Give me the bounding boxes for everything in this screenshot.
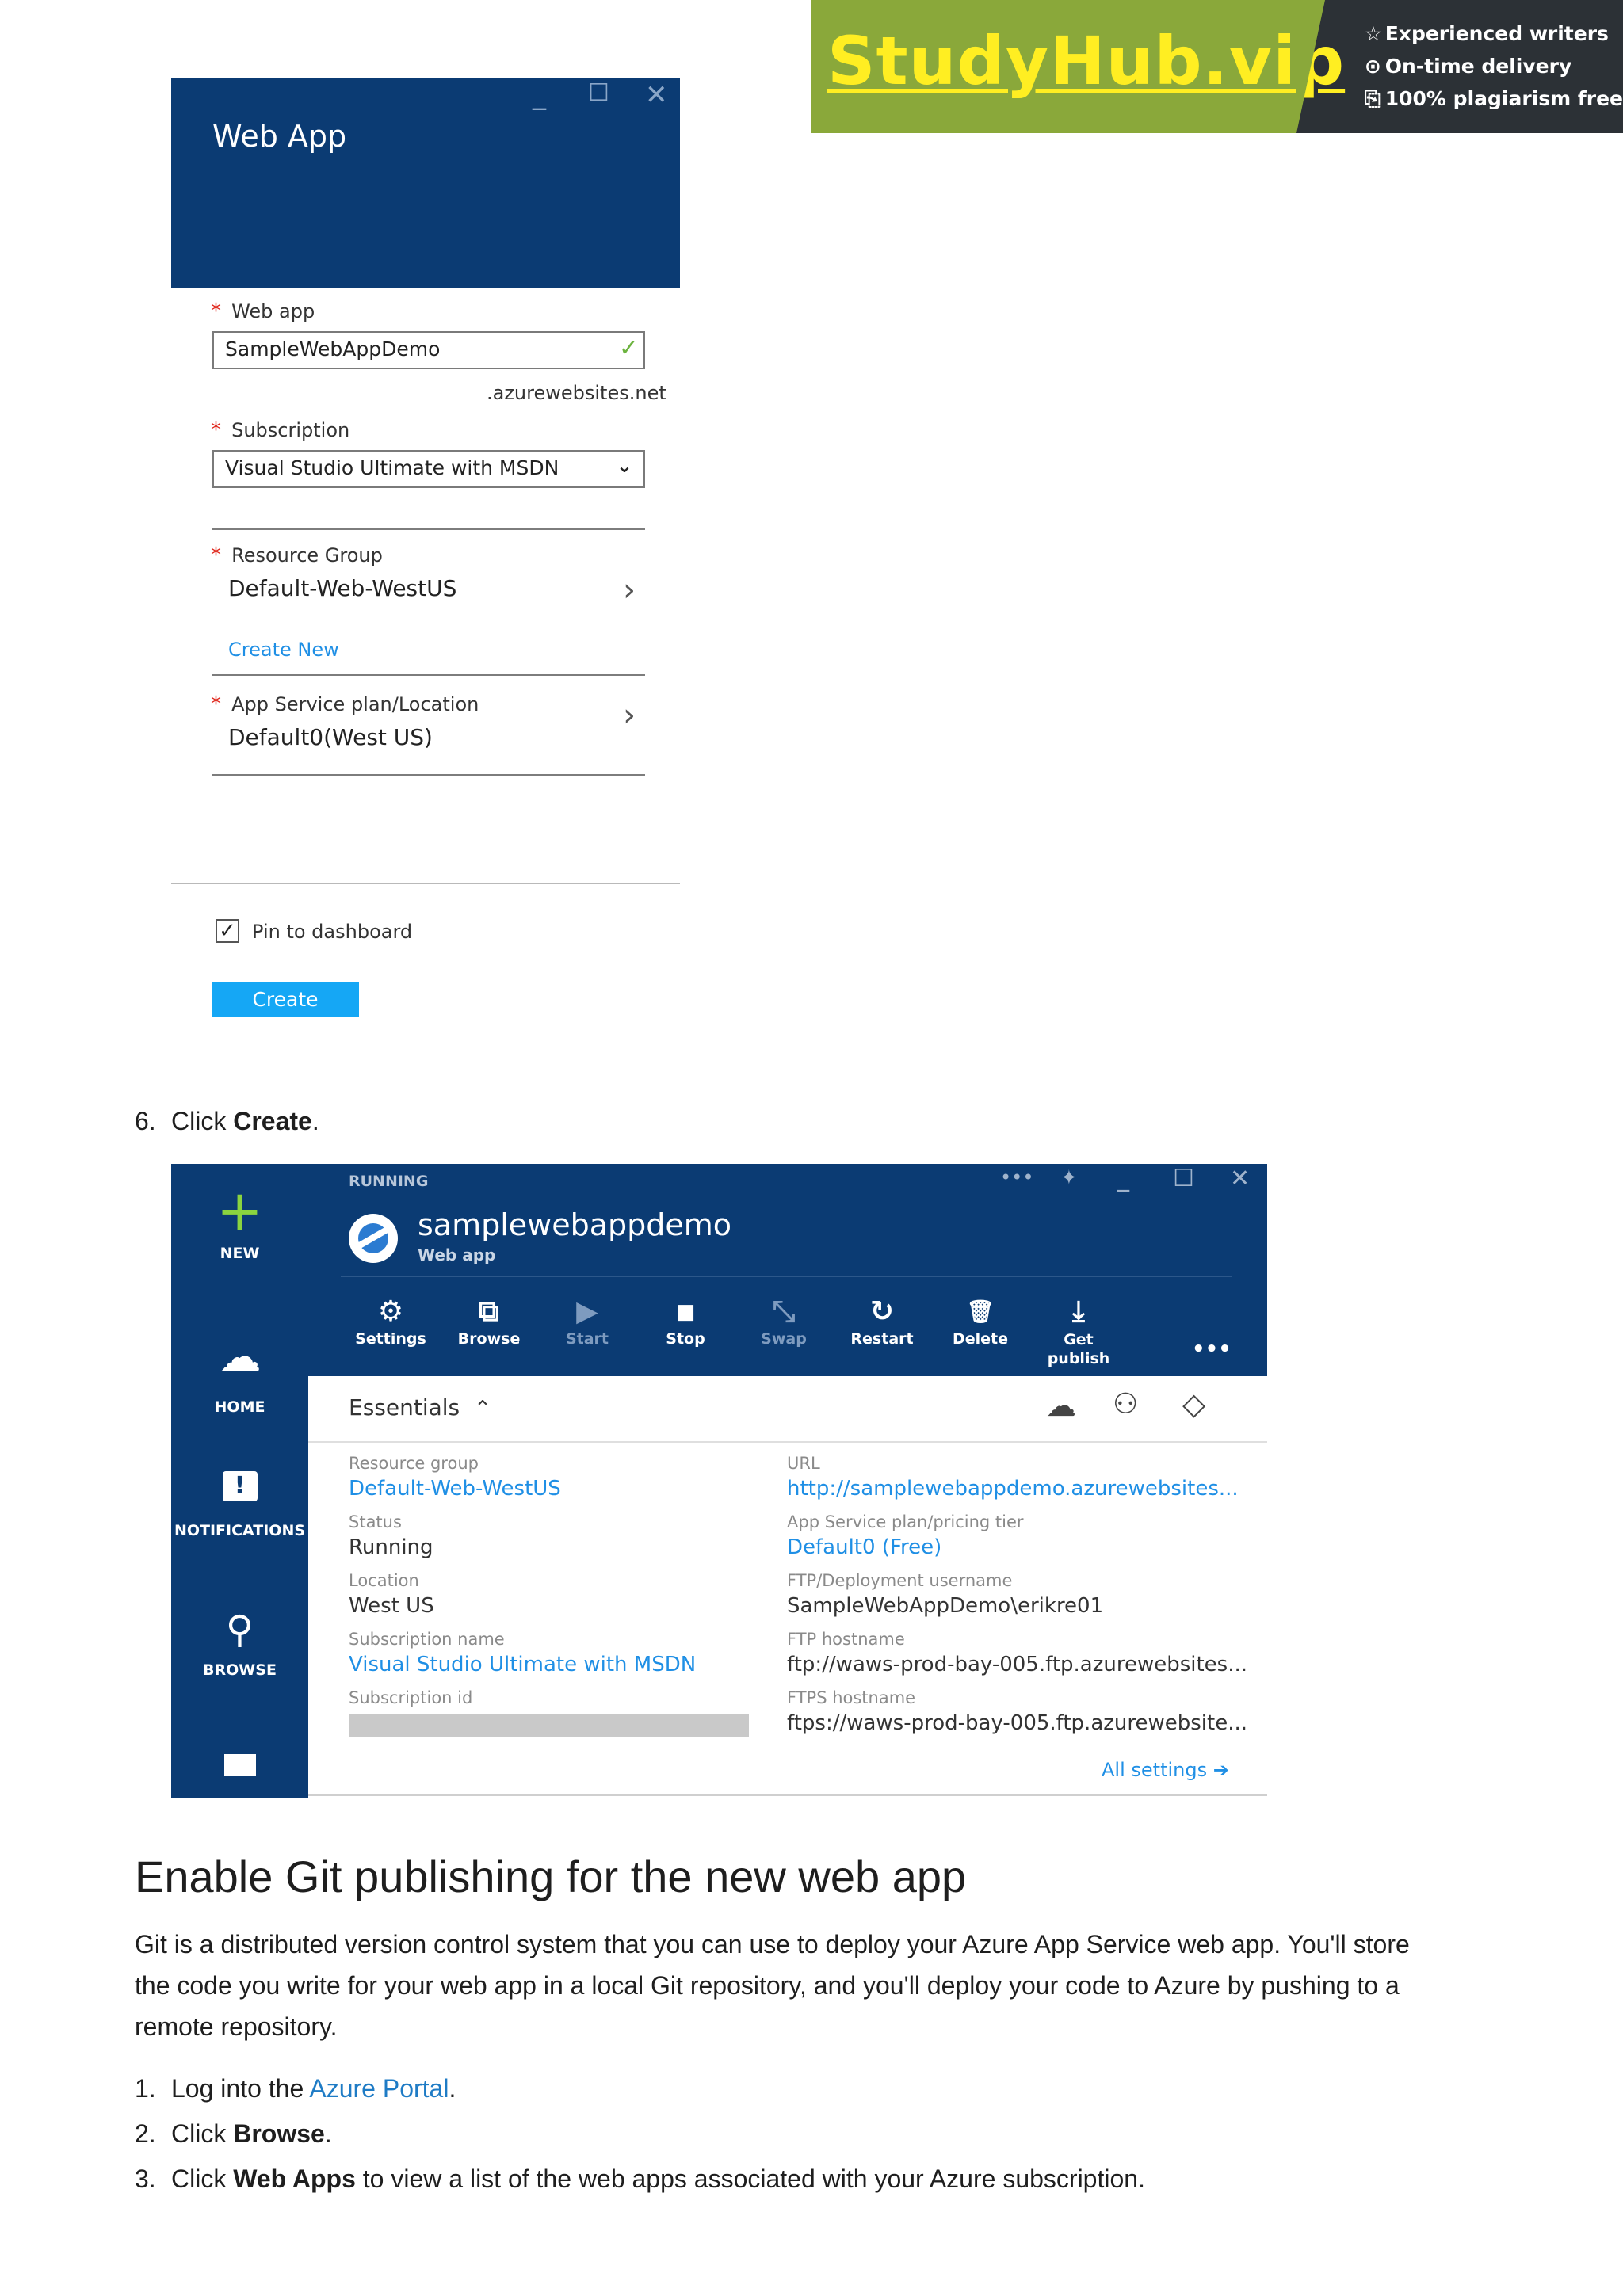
plus-icon[interactable]: + <box>216 1178 263 1243</box>
step-number: 6. <box>135 1107 156 1135</box>
required-marker: * <box>211 299 221 323</box>
portal-bottom-border <box>308 1794 1267 1796</box>
swap-button[interactable]: ⤡ Swap <box>746 1294 822 1348</box>
all-settings-link[interactable]: All settings ➔ <box>1102 1759 1229 1781</box>
ftp-hostname-key: FTP hostname <box>787 1630 905 1649</box>
windows-icon[interactable] <box>171 1754 308 1779</box>
azure-portal-link[interactable]: Azure Portal <box>309 2074 449 2103</box>
banner-feature-delivery: ⊙ On-time delivery <box>1365 50 1623 82</box>
required-marker: * <box>211 418 221 442</box>
subscription-name-link[interactable]: Visual Studio Ultimate with MSDN <box>349 1653 697 1676</box>
create-button[interactable]: Create <box>212 982 359 1017</box>
close-icon[interactable]: ✕ <box>1230 1165 1251 1192</box>
step-bold: Create <box>233 1107 312 1135</box>
resource-group-value[interactable]: Default-Web-WestUS <box>228 575 457 601</box>
studyhub-banner[interactable] <box>812 0 1623 133</box>
create-new-link[interactable]: Create New <box>228 639 339 661</box>
pricing-tier-key: App Service plan/pricing tier <box>787 1512 1024 1531</box>
section-paragraph: Git is a distributed version control system that you can use to deploy your Azure App Service web app. You'll store the code you write for your web app in a local Git repository, and you'll deploy your code to Azure by pushing to a remote repository. <box>135 1930 1410 2041</box>
domain-suffix: .azurewebsites.net <box>487 382 666 404</box>
chevron-down-icon: ⌄ <box>616 455 632 477</box>
status-key: Status <box>349 1512 402 1531</box>
location-key: Location <box>349 1571 419 1590</box>
star-icon: ☆ <box>1364 22 1383 45</box>
banner-logo-panel <box>812 0 1346 133</box>
status-value: Running <box>349 1535 433 1559</box>
portal-left-nav <box>171 1164 308 1798</box>
valid-check-icon: ✓ <box>618 334 639 362</box>
divider <box>212 674 645 676</box>
stop-button[interactable]: ■ Stop <box>647 1294 724 1348</box>
download-icon: ⤓ <box>1072 1295 1085 1328</box>
stop-icon: ■ <box>675 1300 696 1324</box>
subscription-select[interactable]: Visual Studio Ultimate with MSDN ⌄ <box>212 450 645 488</box>
app-service-label-row <box>211 692 479 716</box>
restart-icon: ↻ <box>869 1295 895 1328</box>
resource-group-link[interactable]: Default-Web-WestUS <box>349 1477 561 1501</box>
webapp-type: Web app <box>418 1245 496 1264</box>
subscription-label-row <box>211 418 349 442</box>
notification-icon[interactable]: ! <box>171 1471 308 1501</box>
url-link[interactable]: http://samplewebappdemo.azurewebsites... <box>787 1477 1239 1501</box>
pin-icon[interactable]: ✦ <box>1060 1166 1078 1190</box>
webapp-name: samplewebappdemo <box>418 1207 732 1242</box>
minimize-icon[interactable]: _ <box>1117 1165 1129 1192</box>
essentials-label[interactable]: Essentials ⌃ <box>349 1394 491 1421</box>
minimize-icon[interactable]: _ <box>533 79 546 111</box>
browse-button[interactable]: ⧉ Browse <box>451 1294 527 1348</box>
step-6: 6. Click Create. <box>135 1107 319 1135</box>
trash-icon: 🗑 <box>966 1299 995 1325</box>
ftp-hostname-value: ftp://waws-prod-bay-005.ftp.azurewebsites... <box>787 1653 1248 1676</box>
chevron-up-icon: ⌃ <box>474 1397 491 1421</box>
banner-feature-writers: ☆ Experienced writers <box>1365 17 1623 50</box>
divider <box>212 774 645 776</box>
required-marker: * <box>211 692 221 716</box>
web-app-label-row <box>211 299 315 323</box>
list-item: 1. Log into the Azure Portal. <box>135 2074 456 2103</box>
maximize-icon[interactable]: ☐ <box>1173 1165 1194 1192</box>
delete-button[interactable]: 🗑 Delete <box>942 1294 1018 1348</box>
pin-checkbox[interactable]: ✓ <box>216 919 239 943</box>
subscription-id-key: Subscription id <box>349 1688 473 1707</box>
settings-button[interactable]: ⚙ Settings <box>353 1294 429 1348</box>
restart-button[interactable]: ↻ Restart <box>844 1294 920 1348</box>
settings-icon: ⚙ <box>377 1295 404 1328</box>
url-key: URL <box>787 1454 820 1473</box>
cloud-upload-icon[interactable]: ☁ <box>1046 1388 1076 1423</box>
required-marker: * <box>211 543 221 567</box>
resource-group-key: Resource group <box>349 1454 479 1473</box>
pricing-tier-link[interactable]: Default0 (Free) <box>787 1535 942 1559</box>
resource-group-label: Resource Group <box>231 544 383 566</box>
play-icon: ▶ <box>576 1295 598 1328</box>
ftps-hostname-key: FTPS hostname <box>787 1688 916 1707</box>
copy-icon: ⎘ <box>1364 87 1381 110</box>
more-commands-icon[interactable]: ••• <box>1192 1337 1232 1361</box>
status-running: RUNNING <box>349 1173 429 1190</box>
more-options-icon[interactable]: ••• <box>1000 1166 1034 1188</box>
section-heading: Enable Git publishing for the new web app <box>135 1852 967 1901</box>
footer-divider <box>171 883 680 884</box>
header-divider <box>341 1276 1232 1277</box>
web-app-name-input[interactable]: SampleWebAppDemo ✓ <box>212 331 645 369</box>
webapp-globe-icon <box>349 1214 398 1263</box>
list-item: 2. Click Browse. <box>135 2119 332 2148</box>
get-publish-button[interactable]: ⤓ Get publish <box>1041 1294 1117 1387</box>
web-app-label: Web app <box>231 300 315 322</box>
subscription-id-redacted <box>349 1714 749 1737</box>
blade-header <box>171 78 680 288</box>
pin-label: Pin to dashboard <box>252 921 413 943</box>
users-icon[interactable]: ⚇ <box>1113 1388 1139 1421</box>
external-link-icon: ⧉ <box>479 1295 499 1328</box>
banner-feature-plagiarism: ⎘ 100% plagiarism free <box>1365 82 1623 115</box>
start-button[interactable]: ▶ Start <box>549 1294 625 1348</box>
app-service-value[interactable]: Default0(West US) <box>228 724 433 750</box>
subscription-name-key: Subscription name <box>349 1630 505 1649</box>
browse-icon[interactable]: ⚲ <box>225 1608 254 1652</box>
cloud-icon[interactable]: ☁ <box>218 1332 262 1382</box>
nav-browse[interactable]: BROWSE <box>203 1661 277 1679</box>
subscription-label: Subscription <box>231 419 350 441</box>
chevron-right-icon[interactable]: › <box>623 572 636 608</box>
maximize-icon[interactable]: ☐ <box>588 79 609 107</box>
ftps-hostname-value: ftps://waws-prod-bay-005.ftp.azurewebsite... <box>787 1711 1248 1735</box>
close-icon[interactable]: ✕ <box>645 79 668 111</box>
studyhub-logo[interactable]: StudyHub.vip <box>827 22 1346 100</box>
list-item: 3. Click Web Apps to view a list of the web apps associated with your Azure subscription. <box>135 2164 1145 2193</box>
banner-features <box>1296 0 1623 133</box>
location-value: West US <box>349 1594 434 1618</box>
swap-icon: ⤡ <box>772 1295 796 1328</box>
blade-title: Web App <box>212 119 347 154</box>
nav-new[interactable]: NEW <box>220 1245 260 1262</box>
divider <box>212 528 645 530</box>
nav-home[interactable]: HOME <box>214 1398 265 1416</box>
clock-icon: ⊙ <box>1364 55 1381 78</box>
tag-icon[interactable]: ◇ <box>1182 1386 1206 1421</box>
ftp-username-key: FTP/Deployment username <box>787 1571 1013 1590</box>
app-service-label: App Service plan/Location <box>231 693 479 715</box>
ftp-username-value: SampleWebAppDemo\erikre01 <box>787 1594 1104 1618</box>
resource-group-label-row <box>211 543 383 567</box>
nav-notifications[interactable]: NOTIFICATIONS <box>174 1522 306 1539</box>
chevron-right-icon[interactable]: › <box>623 697 636 734</box>
